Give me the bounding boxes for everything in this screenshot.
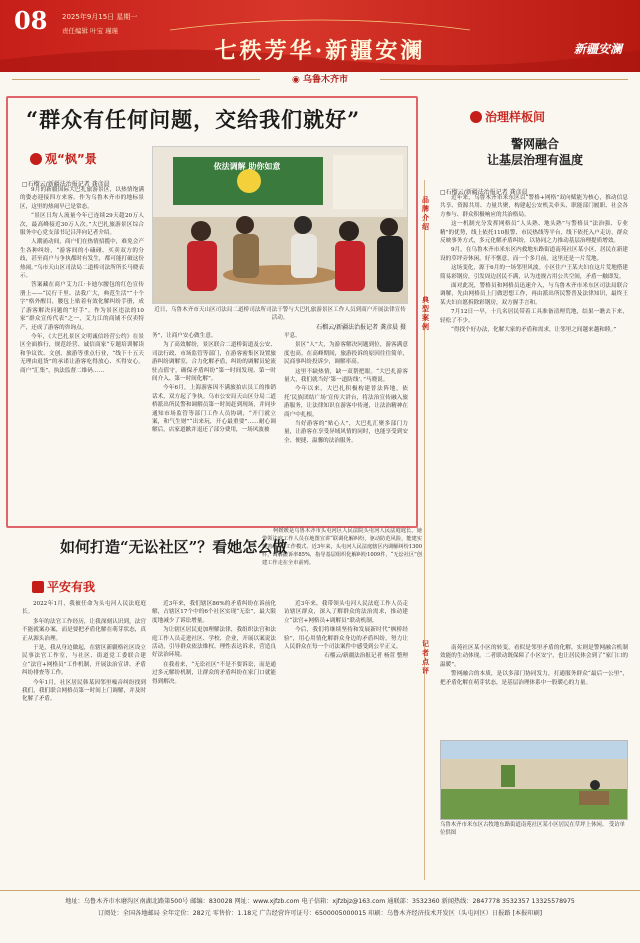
paragraph: 在我看来，“无讼社区”不是不要诉讼，而是通过多元解纷机制，让群众的矛盾纠纷在家门口就能得到解决。 [152, 661, 276, 685]
feature-column-a [20, 186, 144, 376]
lower-dek [262, 528, 422, 569]
region-label [260, 72, 380, 85]
lower-kicker-text: 平安有我 [47, 580, 96, 594]
rail-divider [424, 180, 425, 880]
rail-comment-body [440, 644, 628, 688]
paragraph: 面对此况，警格员和网格员迅速介入，与乌鲁木齐市米东区司法局联合调解，先由网格员上门做思想工作，再由派出所民警普及法律知识，最终王某夫妇自愿拆除彩钢房，双方握手言和。 [440, 283, 628, 306]
shield-icon [32, 581, 44, 593]
rail-byline: □石榴云/新疆法治报记者 龚彦晨 [440, 189, 528, 196]
lower-column-a [22, 600, 146, 705]
paragraph: 人潮涌动间，商户们在热情招揽中，难免会产生各种纠纷，“游客间的小磕碰、买卖双方的分歧，甚至商户与争执都时有发生，都可能打破这份热闹。”乌市天山区司法局二道桥司法所所长马晓表示。 [20, 239, 144, 280]
rail-photo-caption: 乌鲁木齐市米东区古牧地东路街道南苑社区某小区居民在草坪上休闲。 受访单位供图 [440, 822, 625, 836]
page-editors: 责任编辑 叶宝 瑾瑾 [62, 27, 119, 35]
paragraph: “得找个好办法，化解大家的矛盾和需求，让邻里之间越来越和睦。” [451, 327, 617, 334]
rail-tag-brand-intro: 品牌介绍 [422, 196, 429, 231]
paragraph: 于是，我从身边做起，在辖区新疆格社区设立民事法官工作室，与社区、街道党工委联合建立“法官+网格员”工作机制，开展法治宣讲、矛盾纠纷排查等工作。 [22, 645, 146, 677]
region-name: 乌鲁木齐市 [302, 75, 348, 85]
paragraph: 今年6月，上海游客因不满旅拍店员工的推销话术，双方起了争执。乌市公安局天山区分局二道桥派出所民警和调解员第一时间赶到现场，并同步通知市场监管等部门工作人员协调，“开门就立案，和气生财”“出来玩，开心最重要”……耐心调解后，店家道歉并退还了部分费用，一场风波被 [152, 385, 276, 434]
paragraph: 平息。 [284, 333, 301, 339]
maple-leaf-icon [30, 153, 42, 165]
lower-column-c [284, 600, 408, 662]
paragraph: 9月，在乌鲁木齐市米东区内救地东路街道南苑社区某小区，居民在新建设的草坪旁休闲，好不惬意，而一个多月前，这里还是一片荒地。 [440, 247, 628, 262]
footer-subscription-line: 订阅处：全国各地邮局 全年定价：282元 零售价：1.18元 广告经营许可证号：6500005000015 印刷：乌鲁木齐经济技术开发区（头屯河区）日报路 [本报印刷] [97, 910, 543, 917]
paragraph: 为了高效解纷，景区联合二道桥街道及公安、司法行政、市场监管等部门，在游客密集区设置旅游纠纷调解室，合力化解矛盾，纠纷的调解员轮流驻点值守，确保矛盾纠纷“第一时间发现、第一时间介入、第一时间化解”。 [152, 342, 276, 383]
paragraph: 这场变化，源于6月的一场邻里风波。小区住户王某夫妇在这片荒地搭建简易彩钢房，引发周边居民不满，认为违规占用公共空间，矛盾一触即发。 [440, 265, 628, 280]
rail-photo [440, 740, 628, 820]
lower-section-label [32, 578, 95, 595]
paragraph: 今年，《大巴扎景区文明诚信经营公约》在景区全面推行，规范经营、诚信商家“专题培训解读和争议饮、文创、旅游等重点行业，“线下十五天无理由退货”的承诺让游客吃得放心、买得安心。商户“汇集”，执法监督二维码…… [20, 333, 144, 374]
feature-kicker-text: 观“枫”景 [45, 152, 97, 166]
photo-banner-text: 依法调解 助你如意 [213, 162, 281, 171]
rail-section-label [470, 108, 545, 125]
feature-photo-caption: 近日，乌鲁木齐市天山区司法局二道桥司法所司法干警与大巴扎旅游景区工作人员到商户开展法律宣传活动。 [154, 307, 406, 321]
paragraph: 9月的新疆国际大巴扎旅游景区，以热情饱满的姿态迎接四方来客。作为乌鲁木齐市的地标景区，这里的热闹早已是常态。 [20, 187, 144, 210]
rail-body [440, 194, 628, 336]
paragraph: 柯媛媛是乌鲁木齐市头屯河区人民法院头屯河人民法庭庭长。她带领法庭工作人员在地图宣讲“联调化解纠纷，驱动防范风险，能建实现善治”的工作模式。近3年来，头屯河人民法庭辖区内调解纠纷1300件，调解撤诉率85%，指导基层组织化解纠纷1009件，“无讼社区”创建工作走在全市前列。 [262, 528, 422, 566]
paragraph: 务”，让商户安心做生意。 [152, 333, 217, 339]
paragraph: 石榴云/新疆法治报记者 杨萱 整理 [324, 653, 408, 660]
feature-column-b [152, 332, 276, 436]
feature-byline: □石榴云/新疆法治报记者 龚彦晨 [22, 181, 110, 188]
feature-headline: “群众有任何问题，交给我们就好” [26, 107, 361, 132]
masthead-banner: 七秩芳华·新疆安澜 [214, 38, 426, 64]
paragraph: 近年来，乌鲁木齐市米东区以“警格+网格”双向赋能为核心，推动信息共享、资源共用、力量共聚，构建起公安机关牵头、职能部门履职、社会各方参与、群众积极响应的共治格局。 [440, 195, 628, 218]
paragraph: 为让辖区居民更加理解法律，我组织法官和法庭工作人员走进社区、学校、企业，开展以案说法活动，引导群众依法维权、理性表达诉求，营造良好法治环境。 [152, 627, 276, 659]
lower-column-b [152, 600, 276, 687]
feature-photo-credit: 石榴云/新疆法治报记者 龚彦晨 摄 [316, 324, 406, 331]
paragraph: 近3年来，我们辖区86%的矛盾纠纷在诉前化解，占辖区17个中的6个社区实现“无讼”，最大限度地减少了诉讼增量。 [152, 601, 276, 624]
paragraph: “景区日均人流量今年已连续29天超20万人次，最高峰接近30万人次。”大巴扎旅游景区综合服务中心党支部书记吕萍向记者介绍。 [20, 213, 144, 237]
paragraph: 南苑社区某小区的转变，看似是邻里矛盾的化解，实则是警网融合机制效能的生动体现。二者联动既保障了小区安宁，也让居民体会到了“家门口的温暖”。 [440, 645, 628, 668]
park-photo-illustration [441, 741, 628, 820]
issue-date: 2025年9月15日 星期一 [62, 13, 138, 21]
paragraph: 警网融合的本质，是以多部门协同发力，打通服务群众“最后一公里”，把矛盾化解在萌芽状态，是基层治理体系中一股暖心的力量。 [440, 671, 628, 686]
rail-tag-typical-case: 典型案例 [422, 296, 429, 331]
paragraph: 近3年来，我带领头屯河人民法庭工作人员走访辖区群众，深入了解群众的法治需求，推动建立“法官+网格员+调解员”联动机制。 [284, 601, 408, 624]
feature-column-c [284, 332, 408, 446]
paragraph: 2022年1月，我被任命为头屯河人民法庭庭长。 [22, 601, 146, 616]
paragraph: 今后，我们将继续坚持和发展新时代“枫桥经验”，用心用情化解群众身边的矛盾纠纷，努力让人民群众在每一个司法案件中感受到公平正义。 [284, 627, 408, 651]
paragraph: 7月12日一早，十几名居民带着工具准备清理荒地，结果一瞧去下来，轻松了不少。 [440, 309, 628, 324]
rail-headline: 警网融合 让基层治理有温度 [486, 137, 583, 167]
lotus-icon [470, 111, 482, 123]
paragraph: 景区“人”大，为游客解决问题到位，游客满意度也高。在高峰期间，旅游投诉的原因往往简单，民商事纠纷投诉少，调解率高。 [284, 342, 408, 366]
feature-section-label [30, 150, 97, 167]
feature-photo [152, 146, 408, 304]
paragraph: 多年的法官工作经历，让我深刻认识到，法官不能就案办案，而是要把矛盾化解在萌芽状态，真正从源头治理。 [22, 618, 146, 642]
paragraph: 今年以来，大巴扎积极构建普法阵地，依托‘民族团结广场’宣传大讲台，将法治宣传融入旅游服务，让法律知识在游客中传递，让法治精神在商户中扎根。 [284, 386, 408, 418]
paragraph: 这里不缺热情，缺一双帮把眼。“大巴扎游客量大，我们就当好‘第一道防线’。”马晓说。 [284, 368, 408, 384]
lower-headline: 如何打造“无讼社区”？看她怎么做 [60, 538, 288, 556]
rail-tag-reporter-comment: 记者点评 [422, 640, 429, 675]
paragraph: 今年1月，社区居民韩某因邻里噪音纠纷找到我们，我们联合网格员第一时间上门调解，并及时化解了矛盾。 [22, 679, 146, 703]
paragraph: 这一机制充分发挥网格员“人头熟、地头熟”与警格员“法治强、专业精”的优势，线上依托110报警、市民热线等平台，线下依托入户走访，群众反映事务方式，多元化解矛盾纠纷，以协同之力推动基层治理提质增效。 [440, 221, 628, 245]
paragraph: 答案藏在商户艾力江·卡迪尔腰包的红色宣传册上——“民行千里、法我广大，典范生活”“十个字”格外醒目，腰包上贴着有效化解纠纷手册，成了游客解决问题的“好手”。作为景区违法的10家“群众宣传代表”之一，艾力江的商铺不仅卖特产，还成了游客的咨询点。 [20, 282, 144, 331]
location-pin-icon: ◉ [291, 75, 303, 85]
masthead-brand-logo: 新疆安澜 [573, 42, 622, 56]
paragraph: 当好游客的“贴心人”，大巴扎汇聚多部门力量，让游客在享受异域风情的同时，也能享受到安全、便捷、温馨的法治服务。 [284, 421, 408, 444]
page-number: 08 [14, 6, 48, 35]
footer-contact-line: 地址：乌鲁木齐市水磨沟区南湖北路第500号 邮编：830028 网址：www.xjfzb.com 电子信箱：xjfzbjz@163.com 通联部：3532360 新闻热线：2847778 3532357 13325578975 [65, 898, 575, 905]
rail-kicker-text: 治理样板间 [485, 110, 546, 124]
